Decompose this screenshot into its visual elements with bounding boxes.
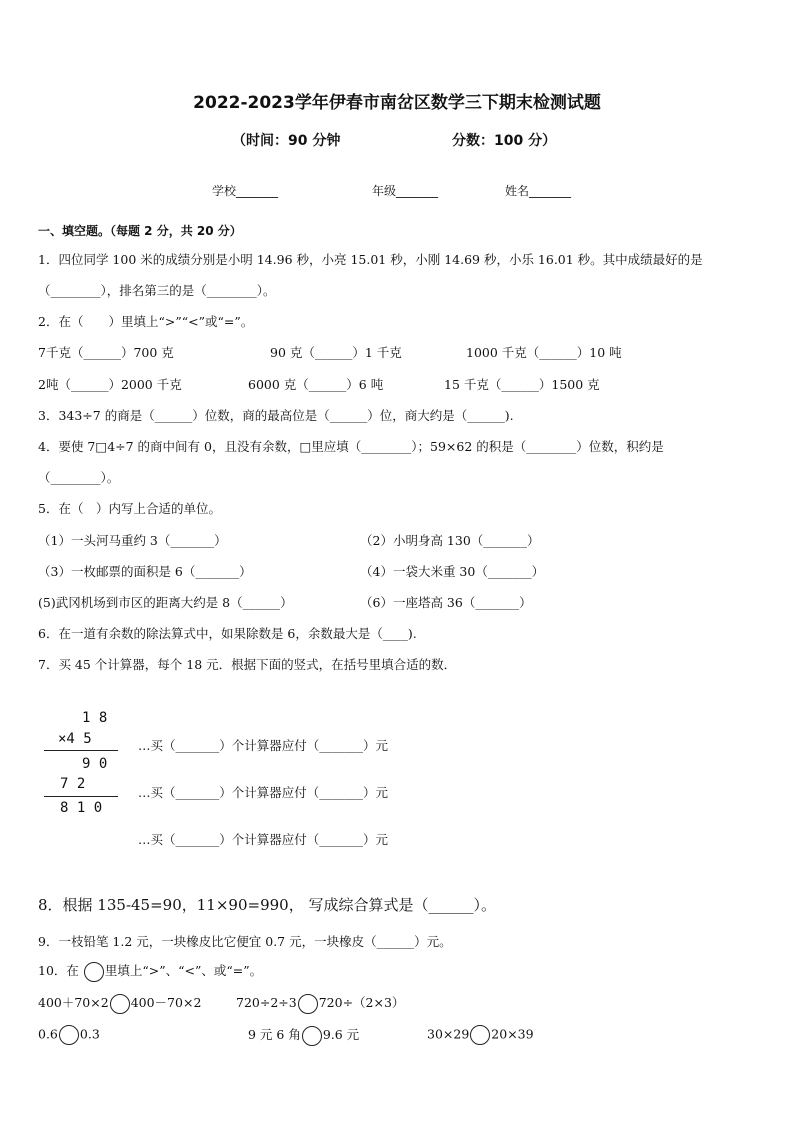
vertical-product: 8 1 0 — [60, 800, 103, 816]
q2-r2c1: 2吨（______）2000 千克 — [38, 377, 182, 392]
q5-item4: （4）一袋大米重 30（_______） — [360, 564, 545, 579]
answer-circle — [302, 1026, 322, 1046]
exam-time: （时间：90 分钟 — [232, 133, 341, 149]
name-field: 姓名_______ — [505, 184, 572, 198]
answer-circle — [470, 1025, 490, 1045]
q2-r2c3: 15 千克（______）1500 克 — [444, 377, 600, 392]
q10-e5a: 30×29 — [427, 1026, 470, 1042]
exam-score: 分数：100 分） — [452, 133, 557, 149]
q10-stem — [38, 961, 262, 982]
q3-text: 3．343÷7 的商是（______）位数，商的最高位是（______）位，商大约是（______). — [38, 408, 514, 423]
answer-circle — [59, 1025, 79, 1045]
q6-text: 6．在一道有余数的除法算式中，如果除数是 6，余数最大是（____). — [38, 626, 417, 641]
q10-expr3 — [38, 1025, 100, 1045]
q5-item1: （1）一头河马重约 3（_______） — [38, 533, 227, 548]
section-heading: 一、填空题。（每题 2 分，共 20 分） — [38, 224, 242, 238]
vertical-multiplier: ×4 5 — [58, 731, 92, 747]
answer-circle — [84, 962, 104, 982]
page-title: 2022-2023学年伊春市南岔区数学三下期末检测试题 — [193, 93, 601, 113]
q10-e5b: 20×39 — [491, 1026, 534, 1042]
grade-field: 年级_______ — [372, 184, 439, 198]
q10-e3b: 0.3 — [79, 1026, 100, 1042]
q10-e1b: 400－70×2 — [130, 995, 202, 1010]
q5-item3: （3）一枚邮票的面积是 6（_______） — [38, 564, 252, 579]
vertical-partial-1: 9 0 — [82, 756, 108, 772]
school-field: 学校_______ — [212, 184, 279, 198]
q2-r2c2: 6000 克（______）6 吨 — [248, 377, 384, 392]
q10-e1a: 400＋70×2 — [38, 995, 109, 1010]
q9-text: 9．一枝铅笔 1.2 元，一块橡皮比它便宜 0.7 元，一块橡皮（______）元。 — [38, 934, 452, 949]
q7-answer3: …买（_______）个计算器应付（_______）元 — [138, 832, 389, 847]
q10-expr5 — [427, 1025, 534, 1045]
q2-r1c1: 7千克（______）700 克 — [38, 345, 174, 360]
q5-item2: （2）小明身高 130（_______） — [360, 533, 540, 548]
q1-line1: 1．四位同学 100 米的成绩分别是小明 14.96 秒，小亮 15.01 秒，小刚 14.69 秒，小乐 16.01 秒。其中成绩最好的是 — [38, 252, 703, 267]
q5-stem: 5．在（ ）内写上合适的单位。 — [38, 501, 221, 516]
q10-e2a: 720÷2÷3 — [236, 995, 297, 1010]
q4-line2: （________）。 — [38, 470, 120, 485]
q2-r1c2: 90 克（______）1 千克 — [270, 345, 402, 360]
vertical-divider-2 — [44, 796, 118, 797]
q10-expr1 — [38, 993, 201, 1014]
answer-circle — [110, 994, 130, 1014]
q8-text: 8．根据 135-45=90，11×90=990， 写成综合算式是（______）。 — [38, 896, 496, 914]
q5-item5: (5)武冈机场到市区的距离大约是 8（______） — [38, 595, 293, 610]
q4-line1: 4．要使 7□4÷7 的商中间有 0，且没有余数，□里应填（________）；59×62 的积是（________）位数，积约是 — [38, 439, 664, 454]
q7-text: 7．买 45 个计算器，每个 18 元．根据下面的竖式，在括号里填合适的数． — [38, 657, 457, 672]
q10-expr2 — [236, 993, 404, 1014]
vertical-divider-1 — [44, 750, 118, 751]
answer-circle — [298, 994, 318, 1014]
vertical-multiplicand: 1 8 — [82, 710, 108, 726]
q10-e4a: 9 元 6 角 — [248, 1027, 301, 1042]
q7-answer1: …买（_______）个计算器应付（_______）元 — [138, 738, 389, 753]
q2-r1c3: 1000 千克（______）10 吨 — [466, 345, 622, 360]
q10-e4b: 9.6 元 — [322, 1027, 360, 1042]
q2-stem: 2．在（ ）里填上“>”“<”或“=”。 — [38, 314, 254, 329]
q10-expr4 — [248, 1025, 359, 1046]
q10-e3a: 0.6 — [38, 1026, 58, 1042]
q5-item6: （6）一座塔高 36（_______） — [360, 595, 532, 610]
q10-stem-b: 里填上“>”、“<”、或“=”。 — [104, 963, 263, 978]
q1-line2: （________），排名第三的是（________）。 — [38, 283, 276, 298]
q10-e2b: 720÷（2×3） — [318, 995, 405, 1010]
q10-stem-a: 10．在 — [38, 963, 79, 978]
q7-answer2: …买（_______）个计算器应付（_______）元 — [138, 785, 389, 800]
vertical-partial-2: 7 2 — [60, 776, 86, 792]
